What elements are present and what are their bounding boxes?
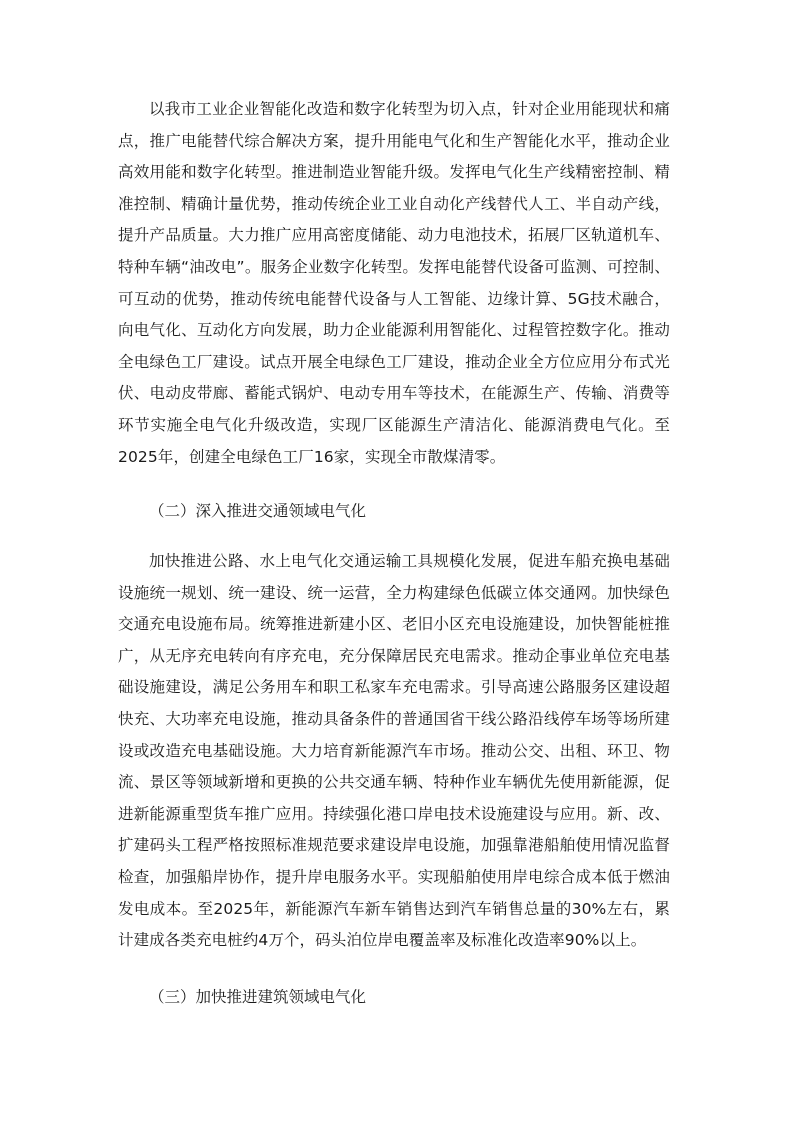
section-heading-transport: （二）深入推进交通领域电气化 bbox=[149, 502, 367, 520]
section-heading-buildings: （三）加快推进建筑领域电气化 bbox=[149, 988, 367, 1006]
body-paragraph-transport: 加快推进公路、水上电气化交通运输工具规模化发展，促进车船充换电基础设施统一规划、统一建设、统一运营，全力构建绿色低碳立体交通网。加快绿色交通充电设施布局。统筹推进新建小区、老旧小区充电设施建设，加快智能桩推广，从无序充电转向有序充电，充分保障居民充电需求。推动企事业单位充电基础设施建设，满足公务用车和职工私家车充电需求。引导高速公路服务区建设超快充、大功率充电设施，推动具备条件的普通国省干线公路沿线停车场等场所建设或改造充电基础设施。大力培育新能源汽车市场。推动公交、出租、环卫、物流、景区等领域新增和更换的公共交通车辆、特种作业车辆优先使用新能源，促进新能源重型货车推广应用。持续强化港口岸电技术设施建设与应用。新、改、扩建码头工程严格按照标准规范要求建设岸电设施，加强靠港船舶使用情况监督检查，加强船岸协作，提升岸电服务水平。实现船舶使用岸电综合成本低于燃油发电成本。至2025年，新能源汽车新车销售达到汽车销售总量的30%左右，累计建成各类充电桩约4万个，码头泊位岸电覆盖率及标准化改造率90%以上。 bbox=[118, 552, 670, 950]
body-paragraph-industry: 以我市工业企业智能化改造和数字化转型为切入点，针对企业用能现状和痛点，推广电能替代综合解决方案，提升用能电气化和生产智能化水平，推动企业高效用能和数字化转型。推进制造业智能升级。发挥电气化生产线精密控制、精准控制、精确计量优势，推动传统企业工业自动化产线替代人工、半自动产线，提升产品质量。大力推广应用高密度储能、动力电池技术，拓展厂区轨道机车、特种车辆“油改电”。服务企业数字化转型。发挥电能替代设备可监测、可控制、可互动的优势，推动传统电能替代设备与人工智能、边缘计算、5G技术融合，向电气化、互动化方向发展，助力企业能源利用智能化、过程管控数字化。推动全电绿色工厂建设。试点开展全电绿色工厂建设，推动企业全方位应用分布式光伏、电动皮带廊、蓄能式锅炉、电动专用车等技术，在能源生产、传输、消费等环节实施全电气化升级改造，实现厂区能源生产清洁化、能源消费电气化。至2025年，创建全电绿色工厂16家，实现全市散煤清零。 bbox=[118, 100, 670, 466]
